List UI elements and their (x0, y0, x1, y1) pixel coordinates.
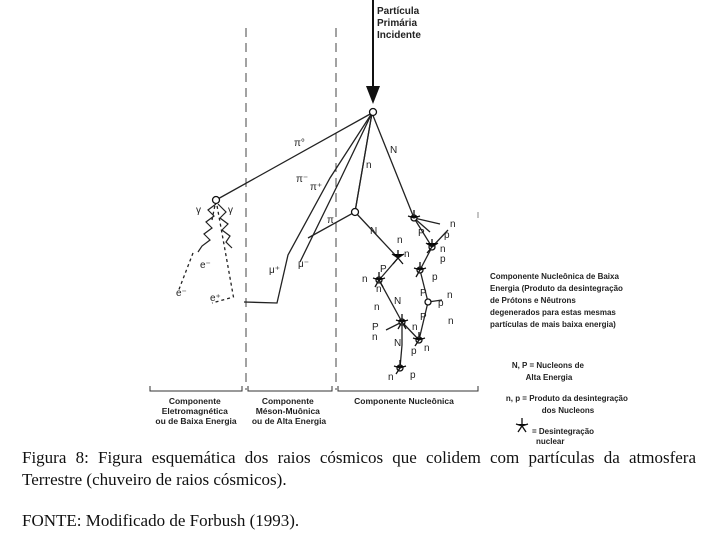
svg-text:π⁺: π⁺ (310, 182, 323, 193)
legend-disintegration: = Desintegração nuclear (532, 427, 595, 445)
component-dividers (246, 28, 336, 390)
figure-caption: Figura 8: Figura esquemática dos raios cósmicos que colidem com partículas da atmosfera Terrestre (chuveiro de raios cósmicos). (22, 448, 696, 489)
svg-text:n: n (366, 160, 372, 171)
electromagnetic-component-label: Componente Eletromagnética ou de Baixa Energia (155, 396, 237, 426)
legend-product: n, p = Produto da desintegração dos Nucleons (505, 394, 628, 415)
svg-text:n: n (374, 302, 380, 313)
svg-text:γ: γ (228, 205, 233, 216)
legend-high-energy: N, P = Nucleons de Alta Energia (511, 361, 584, 382)
svg-text:N: N (394, 296, 402, 307)
svg-text:n: n (404, 249, 410, 260)
svg-text:p: p (410, 370, 416, 381)
svg-text:n: n (412, 322, 418, 333)
nucleonic-component-label: Componente Nucleônica (354, 396, 454, 406)
svg-text:p: p (432, 272, 438, 283)
svg-text:n: n (448, 316, 454, 327)
svg-text:p: p (444, 230, 450, 241)
svg-text:N: N (390, 145, 398, 156)
gamma-rays (198, 204, 232, 252)
svg-text:p: p (411, 346, 417, 357)
component-braces (150, 386, 478, 391)
svg-text:n: n (372, 332, 378, 343)
svg-text:P: P (380, 264, 387, 275)
figure-source: FONTE: Modificado de Forbush (1993). (22, 511, 300, 530)
shower-lines (178, 113, 448, 368)
svg-text:N: N (394, 338, 402, 349)
svg-text:P: P (420, 312, 427, 323)
svg-text:P: P (420, 288, 427, 299)
svg-text:P: P (418, 228, 425, 239)
svg-text:π⁻: π⁻ (296, 174, 309, 185)
svg-text:e⁺: e⁺ (210, 293, 221, 304)
svg-text:γ: γ (196, 205, 201, 216)
legend-low-energy: Componente Nucleônica de Baixa Energia (Produto da desintegração de Prótons e Nêutrons degenerados para estas mesmas partículas de mais baixa energia) (490, 272, 623, 329)
primary-vertex (370, 109, 377, 116)
svg-text:n: n (376, 284, 382, 295)
svg-text:n: n (424, 343, 430, 354)
svg-text:μ⁻: μ⁻ (298, 259, 310, 270)
particle-labels (176, 138, 456, 383)
svg-text:e⁻: e⁻ (176, 288, 187, 299)
svg-text:n: n (450, 219, 456, 230)
svg-text:n: n (447, 290, 453, 301)
meson-component-label: Componente Méson-Muônica ou de Alta Energia (251, 396, 327, 426)
svg-text:n: n (362, 274, 368, 285)
svg-text:P: P (372, 322, 379, 333)
svg-text:n: n (388, 372, 394, 383)
svg-text:π: π (327, 215, 334, 226)
gamma-vertex (213, 197, 220, 204)
svg-text:μ⁺: μ⁺ (269, 265, 281, 276)
svg-text:p: p (438, 298, 444, 309)
svg-text:n: n (397, 235, 403, 246)
incident-label: Partícula Primária Incidente (377, 6, 421, 41)
svg-text:p: p (440, 254, 446, 265)
pion-vertex (352, 209, 359, 216)
svg-text:N: N (370, 226, 378, 237)
svg-text:n: n (440, 244, 446, 255)
legend (478, 212, 630, 445)
svg-text:e⁻: e⁻ (200, 260, 211, 271)
svg-text:π°: π° (294, 138, 305, 149)
